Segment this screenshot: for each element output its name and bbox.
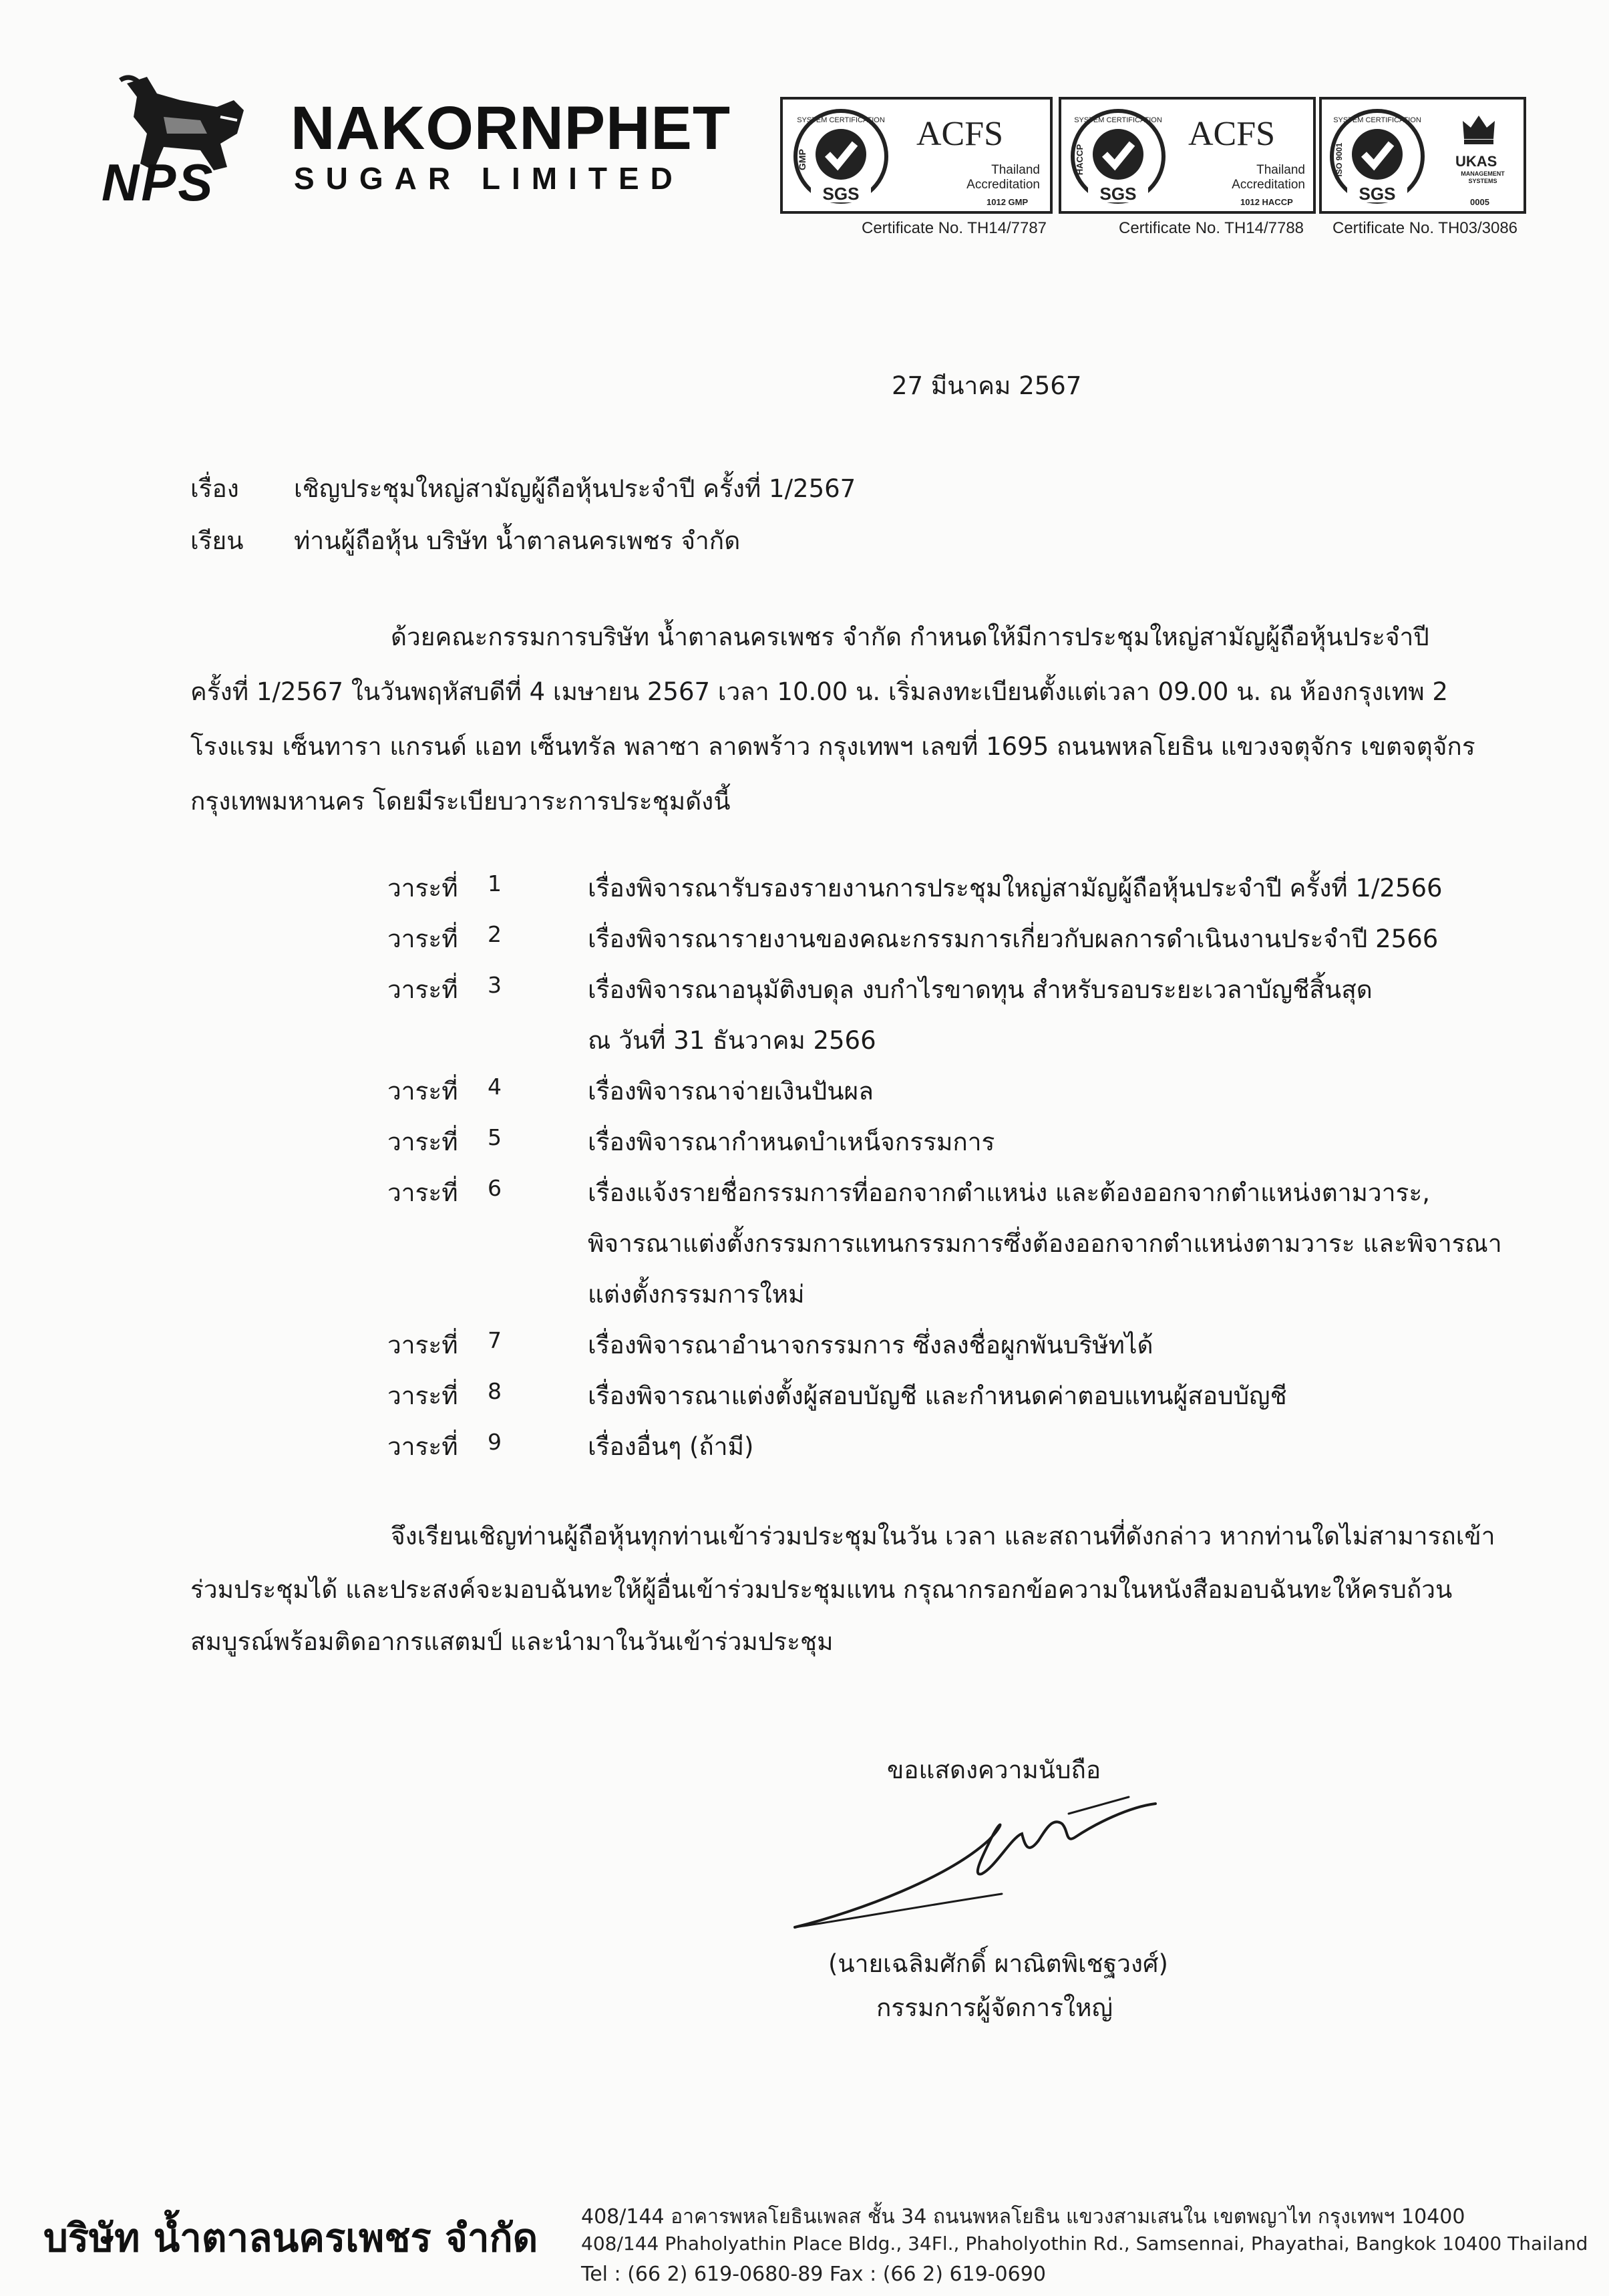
svg-text:SYSTEM CERTIFICATION: SYSTEM CERTIFICATION — [797, 116, 885, 124]
svg-text:ISO 9001: ISO 9001 — [1334, 142, 1344, 177]
agenda-item-text: เรื่องพิจารณาอำนาจกรรมการ ซึ่งลงชื่อผูกพันบริษัทได้ — [588, 1331, 1153, 1359]
svg-text:HACCP: HACCP — [1075, 144, 1085, 176]
footer-company-name: บริษัท น้ำตาลนครเพชร จำกัด — [43, 2215, 538, 2261]
agenda-label: วาระที่ — [387, 1128, 458, 1156]
intro-line: ด้วยคณะกรรมการบริษัท น้ำตาลนครเพชร จำกัด กำหนดให้มีการประชุมใหญ่สามัญผู้ถือหุ้นประจำปี — [391, 623, 1429, 651]
footer-address-en: 408/144 Phaholyathin Place Bldg., 34Fl., Phaholyothin Rd., Samsennai, Phayathai, Bangkok 10400 Thailand — [581, 2233, 1588, 2255]
signer-title: กรรมการผู้จัดการใหญ่ — [876, 1993, 1113, 2022]
intro-line: กรุงเทพมหานคร โดยมีระเบียบวาระการประชุมดังนี้ — [190, 787, 731, 816]
footer-address-th: 408/144 อาคารพหลโยธินเพลส ชั้น 34 ถนนพหลโยธิน แขวงสามเสนใน เขตพญาไท กรุงเทพฯ 10400 — [581, 2205, 1465, 2229]
nps-logo-text: NPS — [102, 153, 215, 212]
agenda-number: 3 — [488, 972, 502, 998]
recipient-label: เรียน — [190, 526, 244, 555]
agenda-item-text: เรื่องพิจารณารายงานของคณะกรรมการเกี่ยวกับผลการดำเนินงานประจำปี 2566 — [588, 925, 1439, 953]
agenda-item-text: เรื่องพิจารณารับรองรายงานการประชุมใหญ่สามัญผู้ถือหุ้นประจำปี ครั้งที่ 1/2566 — [588, 874, 1443, 903]
agenda-item-text: เรื่องพิจารณาจ่ายเงินปันผล — [588, 1077, 874, 1106]
agenda-label: วาระที่ — [387, 925, 458, 953]
agenda-label: วาระที่ — [387, 1432, 458, 1461]
cert-caption-gmp: Certificate No. TH14/7787 — [862, 219, 1047, 237]
agenda-item-text: เรื่องอื่นๆ (ถ้ามี) — [588, 1432, 754, 1461]
agenda-label: วาระที่ — [387, 1178, 458, 1207]
agenda-number: 4 — [488, 1074, 502, 1100]
brand-name: NAKORNPHET — [291, 94, 731, 162]
acfs-title: ACFS — [1188, 115, 1276, 153]
intro-line: โรงแรม เซ็นทารา แกรนด์ แอท เซ็นทรัล พลาซา ลาดพร้าว กรุงเทพฯ เลขที่ 1695 ถนนพหลโยธิน แขวงจตุจักร เขตจตุจักร — [190, 732, 1475, 761]
agenda-number: 5 — [488, 1124, 502, 1150]
agenda-label: วาระที่ — [387, 1077, 458, 1106]
agenda-label: วาระที่ — [387, 1381, 458, 1410]
closing-line: สมบูรณ์พร้อมติดอากรแสตมป์ และนำมาในวันเข้าร่วมประชุม — [190, 1627, 834, 1656]
agenda-item-text: ณ วันที่ 31 ธันวาคม 2566 — [588, 1026, 876, 1055]
agenda-item-text: เรื่องพิจารณาแต่งตั้งผู้สอบบัญชี และกำหนดค่าตอบแทนผู้สอบบัญชี — [588, 1381, 1287, 1410]
agenda-item-text: พิจารณาแต่งตั้งกรรมการแทนกรรมการซึ่งต้องออกจากตำแหน่งตามวาระ และพิจารณา — [588, 1229, 1502, 1258]
cert-caption-iso: Certificate No. TH03/3086 — [1332, 219, 1518, 237]
acfs-code: 1012 HACCP — [1240, 197, 1293, 207]
agenda-number: 8 — [488, 1378, 502, 1404]
acfs-sub2: Accreditation — [966, 178, 1040, 192]
agenda-number: 1 — [488, 870, 502, 896]
acfs-title: ACFS — [916, 115, 1004, 153]
subject-label: เรื่อง — [190, 474, 239, 503]
signer-name: (นายเฉลิมศักดิ์ ผาณิตพิเชฐวงศ์) — [828, 1949, 1168, 1978]
svg-text:SYSTEM CERTIFICATION: SYSTEM CERTIFICATION — [1333, 116, 1421, 124]
agenda-item-text: แต่งตั้งกรรมการใหม่ — [588, 1280, 805, 1309]
sgs-seal-icon — [1327, 106, 1427, 206]
agenda-label: วาระที่ — [387, 874, 458, 903]
ukas-code: 0005 — [1470, 197, 1489, 207]
sgs-seal-icon — [791, 106, 891, 206]
svg-text:SGS: SGS — [1359, 184, 1396, 204]
signature-icon — [781, 1777, 1209, 1944]
footer-contact: Tel : (66 2) 619-0680-89 Fax : (66 2) 619-0690 — [581, 2263, 1046, 2286]
agenda-number: 7 — [488, 1327, 502, 1353]
svg-text:SGS: SGS — [1099, 184, 1137, 204]
agenda-item-text: เรื่องพิจารณาอนุมัติงบดุล งบกำไรขาดทุน สำหรับรอบระยะเวลาบัญชีสิ้นสุด — [588, 975, 1373, 1004]
svg-text:SYSTEM CERTIFICATION: SYSTEM CERTIFICATION — [1074, 116, 1162, 124]
letter-date: 27 มีนาคม 2567 — [892, 371, 1082, 400]
agenda-number: 6 — [488, 1175, 502, 1201]
acfs-sub2: Accreditation — [1232, 178, 1305, 192]
acfs-sub1: Thailand — [991, 163, 1040, 177]
cert-caption-haccp: Certificate No. TH14/7788 — [1119, 219, 1304, 237]
acfs-sub1: Thailand — [1256, 163, 1305, 177]
agenda-label: วาระที่ — [387, 1331, 458, 1359]
ukas-title: UKAS — [1455, 153, 1497, 170]
ukas-subtitle: MANAGEMENT SYSTEMS — [1461, 170, 1505, 184]
regards-text: ขอแสดงความนับถือ — [887, 1756, 1101, 1784]
subject-text: เชิญประชุมใหญ่สามัญผู้ถือหุ้นประจำปี ครั้งที่ 1/2567 — [294, 474, 856, 503]
svg-text:GMP: GMP — [797, 149, 808, 170]
cert-box-haccp — [1059, 97, 1316, 214]
agenda-label: วาระที่ — [387, 975, 458, 1004]
agenda-item-text: เรื่องแจ้งรายชื่อกรรมการที่ออกจากตำแหน่ง และต้องออกจากตำแหน่งตามวาระ, — [588, 1178, 1430, 1207]
closing-line: ร่วมประชุมได้ และประสงค์จะมอบฉันทะให้ผู้อื่นเข้าร่วมประชุมแทน กรุณากรอกข้อความในหนังสือมอบฉันทะให้ครบถ้วน — [190, 1575, 1453, 1604]
agenda-item-text: เรื่องพิจารณากำหนดบำเหน็จกรรมการ — [588, 1128, 995, 1156]
recipient-text: ท่านผู้ถือหุ้น บริษัท น้ำตาลนครเพชร จำกัด — [294, 526, 741, 555]
brand-subtitle: SUGAR LIMITED — [294, 161, 684, 196]
agenda-number: 9 — [488, 1429, 502, 1455]
sgs-seal-icon — [1068, 106, 1168, 206]
closing-line: จึงเรียนเชิญท่านผู้ถือหุ้นทุกท่านเข้าร่วมประชุมในวัน เวลา และสถานที่ดังกล่าว หากท่านใดไม่สามารถเข้า — [391, 1522, 1495, 1550]
intro-line: ครั้งที่ 1/2567 ในวันพฤหัสบดีที่ 4 เมษายน 2567 เวลา 10.00 น. เริ่มลงทะเบียนตั้งแต่เวลา 09.00 น. ณ ห้องกรุงเทพ 2 — [190, 677, 1448, 706]
acfs-code: 1012 GMP — [987, 197, 1029, 207]
cert-box-gmp — [780, 97, 1053, 214]
agenda-number: 2 — [488, 921, 502, 947]
svg-text:SGS: SGS — [822, 184, 860, 204]
cert-box-iso — [1319, 97, 1526, 214]
ukas-crown-icon — [1459, 109, 1499, 146]
